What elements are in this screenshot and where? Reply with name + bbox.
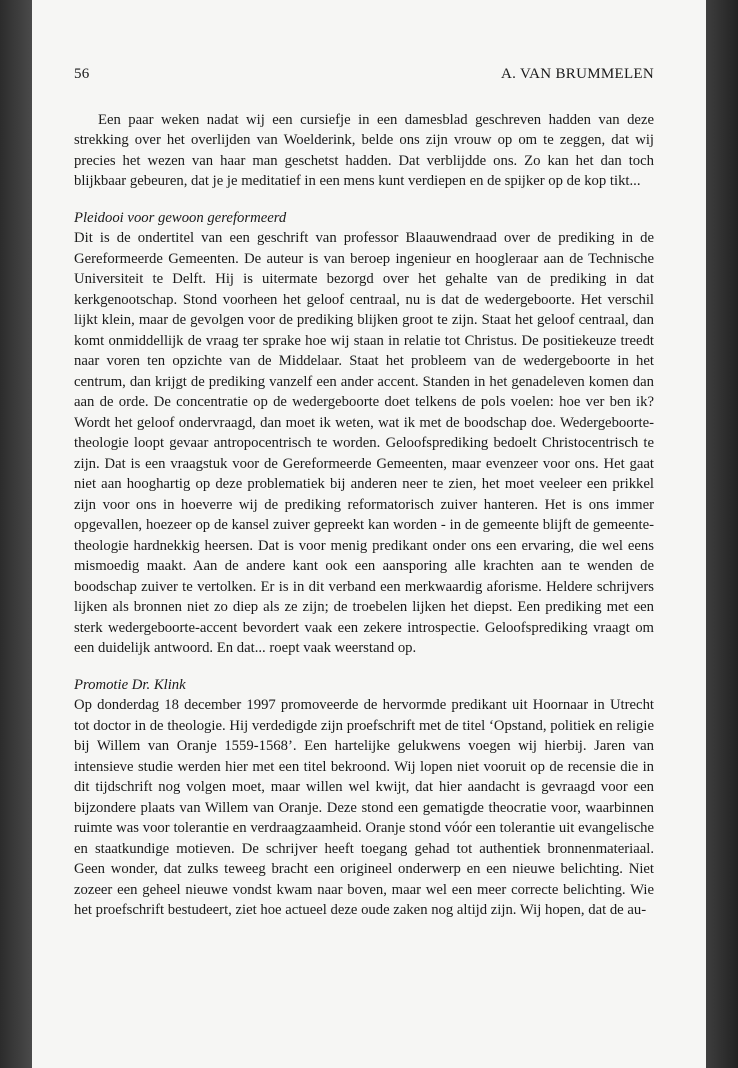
section-heading-promotie: Promotie Dr. Klink: [74, 676, 186, 693]
running-head-author: A. VAN BRUMMELEN: [500, 66, 654, 82]
scan-left-edge: [0, 0, 32, 1068]
page-text: [74, 64, 654, 921]
section-body-promotie: Op donderdag 18 december 1997 promoveerde de hervormde predikant uit Hoornaar in Utrecht tot doctor in de theologie. Hij verdedigde zijn proefschrift met de titel ‘Opstand, politiek en religie bij Willem van Oranje 1559-1568’. Een hartelijke gelukwens voegen wij hierbij. Jaren van intensieve studie werden hier met een titel bekroond. Wij lopen niet vooruit op de recensie die in dit tijdschrift nog volgen moet, maar willen wel kwijt, dat hier aandacht is gevraagd voor een bijzondere plaats van Willem van Oranje. Deze stond een gematigde theocratie voor, waarbinnen ruimte was voor tolerantie en verdraagzaamheid. Oranje stond vóór een tolerantie uit evangelische en staatkundige motieven. De schrijver heeft toegang gehad tot authentiek bronnenmateriaal. Geen wonder, dat zulks teweeg bracht een origineel onderwerp en een nieuwe belichting. Niet zozeer een geheel nieuwe vondst kwam naar boven, maar wel een meer correcte belichting. Wie het proefschrift bestudeert, ziet hoe actueel deze oude zaken nog altijd zijn. Wij hopen, dat de au-: [74, 697, 654, 918]
intro-paragraph: Een paar weken nadat wij een cursiefje in een damesblad geschreven hadden van deze strekking over het overlijden van Woelderink, belde ons zijn vrouw op om te zeggen, dat wij precies het wezen van haar man geschetst hadden. Dat verblijdde ons. Zo kan het dan toch blijkbaar gebeuren, dat je je meditatief in een mens kunt verdiepen en de spijker op de kop tikt...: [74, 111, 654, 189]
section-heading-pleidooi: Pleidooi voor gewoon gereformeerd: [74, 209, 287, 226]
book-page: [32, 0, 706, 1068]
running-head: [74, 64, 654, 85]
page-number: 56: [74, 66, 90, 82]
scan-right-edge: [706, 0, 738, 1068]
section-body-pleidooi: Dit is de ondertitel van een geschrift van professor Blaauwendraad over de prediking in de Gereformeerde Gemeenten. De auteur is van beroep ingenieur en hoogleraar aan de Technische Universiteit te Delft. Hij is uitermate bezorgd over het gehalte van de prediking in dat kerkgenootschap. Stond voorheen het geloof centraal, nu is dat de wedergeboorte. Het verschil lijkt klein, maar de gevolgen voor de prediking blijken groot te zijn. Staat het geloof centraal, dan komt onmiddellijk de vraag ter sprake hoe wij staan in relatie tot Christus. De positiekeuze treedt naar voren ten opzichte van de Middelaar. Staat het probleem van de wedergeboorte in het centrum, dan krijgt de prediking vanzelf een ander accent. Standen in het genadeleven komen dan aan de orde. De concentratie op de wedergeboorte doet telkens de pols voelen: hoe ver ben ik? Wordt het geloof ondervraagd, dan moet ik weten, wat ik met de boodschap doe. Wedergeboorte-theologie loopt gevaar antropocentrisch te worden. Geloofsprediking bedoelt Christocentrisch te zijn. Dat is een vraagstuk voor de Gereformeerde Gemeenten, maar evenzeer voor ons. Het gaat niet aan hooghartig op deze problematiek bij anderen neer te zien, het moet veeleer een prikkel zijn voor ons in hoeverre wij de prediking reformatorisch zuiver hanteren. Het is ons immer opgevallen, hoezeer op de kansel zuiver gepreekt kan worden - in de gemeente blijft de gemeente-theologie hardnekkig heersen. Dat is voor menig predikant onder ons een ervaring, die wel eens mismoedig maakt. Aan de andere kant ook een aansporing alle krachten aan te wenden de boodschap zuiver te vertolken. Er is in dit verband een merkwaardig aforisme. Heldere schrijvers lijken als bronnen niet zo diep als ze zijn; de troebelen lijken het diepst. Een prediking met een sterk wedergeboorte-accent bevordert vaak een zekere introspectie. Geloofsprediking vraagt om een duidelijk antwoord. En dat... roept vaak weerstand op.: [74, 230, 654, 656]
